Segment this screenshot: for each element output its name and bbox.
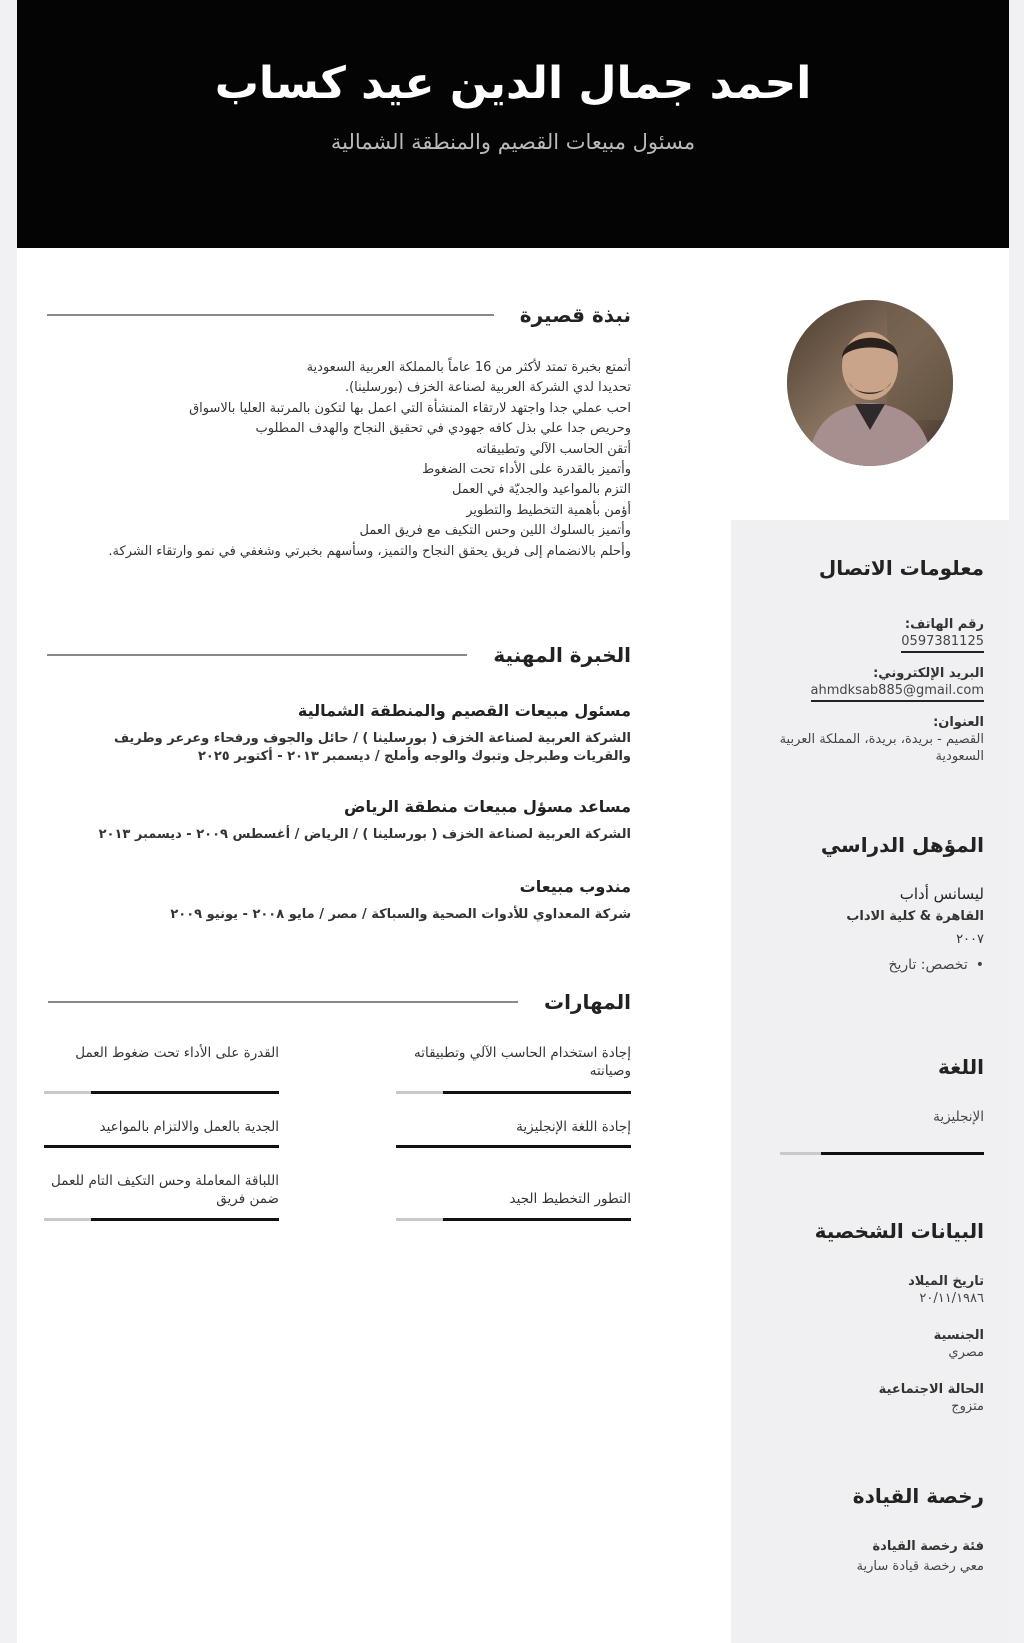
phone-value[interactable]: 0597381125 xyxy=(901,633,984,653)
skill-bar-fill xyxy=(91,1091,279,1094)
summary-line: وحريص جدا علي بذل كافه جهودي في تحقيق النجاح والهدف المطلوب xyxy=(255,421,631,437)
summary-line: أتقن الحاسب الآلي وتطبيقاته xyxy=(475,441,631,457)
summary-line: احب عملي جدا واجتهد لارتقاء المنشأة التي اعمل بها لتكون بالمرتبة العليا بالاسواق xyxy=(189,400,631,416)
skill-bar-fill xyxy=(91,1218,279,1221)
skill-bar xyxy=(44,1218,279,1221)
personal-section xyxy=(749,1219,984,1415)
summary-line: وأحلم بالانضمام إلى فريق يحقق النجاح والتميز، وسأسهم بخبرتي وشغفي في نمو وارتقاء الشركة. xyxy=(108,543,631,559)
experience-heading: الخبرة المهنية xyxy=(493,643,631,667)
phone-label: رقم الهاتف: xyxy=(904,617,984,632)
language-heading: اللغة xyxy=(938,1055,984,1079)
skill-bar xyxy=(396,1218,631,1221)
job-title: مندوب مبيعات xyxy=(519,877,631,896)
job-title: مسئول مبيعات القصيم والمنطقة الشمالية xyxy=(297,701,631,720)
skill-bar-fill xyxy=(443,1218,631,1221)
marital-value: متزوج xyxy=(951,1399,984,1414)
experience-section-header xyxy=(47,643,631,667)
job-entry xyxy=(71,701,631,766)
skill-label: التطور التخطيط الجيد xyxy=(509,1191,631,1207)
skill-label: الجدية بالعمل والالتزام بالمواعيد xyxy=(99,1119,279,1135)
skill-item xyxy=(396,1118,631,1136)
skills-heading: المهارات xyxy=(544,990,631,1014)
skill-item xyxy=(44,1044,279,1062)
summary-line: التزم بالمواعيد والجديّة في العمل xyxy=(451,482,631,498)
job-company: الشركة العربية لصناعة الخزف ( بورسلينا ) / الرياض / أغسطس ٢٠٠٩ - ديسمبر ٢٠١٣ xyxy=(98,827,631,842)
header-banner xyxy=(17,0,1009,248)
summary-line: وأتميز بالقدرة على الأداء تحت الضغوط xyxy=(422,462,631,478)
language-level-fill xyxy=(821,1152,984,1155)
job-entry xyxy=(71,797,631,844)
job-company: شركة المعداوي للأدوات الصحية والسباكة / مصر / مايو ٢٠٠٨ - يونيو ٢٠٠٩ xyxy=(170,907,631,922)
section-divider xyxy=(47,314,494,316)
skill-label: اللباقة المعاملة وحس التكيف التام للعمل ضمن فريق xyxy=(51,1173,279,1207)
skill-bar xyxy=(396,1091,631,1094)
license-category-label: فئة رخصة القيادة xyxy=(872,1539,984,1554)
license-section xyxy=(749,1484,984,1575)
major: • تخصص: تاريخ xyxy=(749,957,984,973)
job-entry xyxy=(71,877,631,924)
email-link[interactable]: ahmdksab885@gmail.com xyxy=(811,682,984,702)
skill-bar xyxy=(44,1091,279,1094)
skill-bar-fill xyxy=(44,1145,279,1148)
section-divider xyxy=(47,654,467,656)
summary-line: وأتميز بالسلوك اللين وحس التكيف مع فريق العمل xyxy=(359,523,631,539)
skill-item xyxy=(44,1118,279,1136)
skill-item xyxy=(44,1172,279,1208)
education-section xyxy=(749,833,984,973)
job-company: الشركة العربية لصناعة الخزف ( بورسلينا ) / حائل والجوف ورفحاء وعرعر وطريف والقريات وطبرجل وتبوك والوجه وأملج / ديسمبر ٢٠١٣ - أكتوبر ٢٠٢٥ xyxy=(113,731,631,764)
skill-item xyxy=(396,1190,631,1208)
address-label: العنوان: xyxy=(933,715,984,730)
address-value: القصيم - بريدة، بريدة، المملكة العربية السعودية xyxy=(779,732,984,764)
personal-heading: البيانات الشخصية xyxy=(814,1219,984,1243)
section-divider xyxy=(48,1001,518,1003)
license-category-value: معي رخصة قيادة سارية xyxy=(856,1559,984,1574)
nationality-label: الجنسية xyxy=(933,1328,984,1343)
skill-item xyxy=(396,1044,631,1080)
contact-section xyxy=(749,556,984,765)
school: القاهرة & كلية الاداب xyxy=(846,909,984,924)
profile-photo xyxy=(787,300,953,466)
education-heading: المؤهل الدراسي xyxy=(820,833,984,857)
license-heading: رخصة القيادة xyxy=(852,1484,984,1508)
language-section xyxy=(749,1055,984,1125)
language-level-bar xyxy=(780,1152,984,1155)
email-label: البريد الإلكتروني: xyxy=(873,666,984,681)
degree: ليسانس أداب xyxy=(899,885,984,903)
summary-heading: نبذة قصيرة xyxy=(519,303,631,327)
marital-label: الحالة الاجتماعية xyxy=(878,1382,984,1397)
summary-section-header xyxy=(47,303,631,327)
summary-line: أؤمن بأهمية التخطيط والتطوير xyxy=(466,502,631,518)
skill-bar-fill xyxy=(443,1091,631,1094)
summary-line: تحديدا لدي الشركة العربية لصناعة الخزف (بورسلينا). xyxy=(344,380,631,396)
graduation-year: ٢٠٠٧ xyxy=(956,932,984,947)
candidate-name: احمد جمال الدين عيد كساب xyxy=(214,58,812,109)
resume-page xyxy=(17,0,1009,1643)
skill-label: إجادة اللغة الإنجليزية xyxy=(516,1119,631,1135)
skill-bar-fill xyxy=(396,1145,631,1148)
nationality-value: مصري xyxy=(948,1345,984,1360)
summary-line: أتمتع بخبرة تمتد لأكثر من 16 عاماً بالمملكة العربية السعودية xyxy=(306,360,631,375)
skill-bar xyxy=(396,1145,631,1148)
candidate-title: مسئول مبيعات القصيم والمنطقة الشمالية xyxy=(330,130,696,154)
birth-value: ٢٠/١١/١٩٨٦ xyxy=(919,1291,984,1306)
skills-section-header xyxy=(48,990,631,1014)
summary-text xyxy=(61,358,631,562)
avatar-portrait xyxy=(787,300,953,466)
skill-label: إجادة استخدام الحاسب الآلي وتطبيقاته وصيانته xyxy=(413,1045,631,1079)
birth-label: تاريخ الميلاد xyxy=(908,1274,984,1289)
language-name: الإنجليزية xyxy=(933,1109,984,1125)
contact-heading: معلومات الاتصال xyxy=(818,556,984,580)
skill-bar xyxy=(44,1145,279,1148)
job-title: مساعد مسؤل مبيعات منطقة الرياض xyxy=(343,797,631,816)
skill-label: القدرة على الأداء تحت ضغوط العمل xyxy=(75,1045,279,1061)
